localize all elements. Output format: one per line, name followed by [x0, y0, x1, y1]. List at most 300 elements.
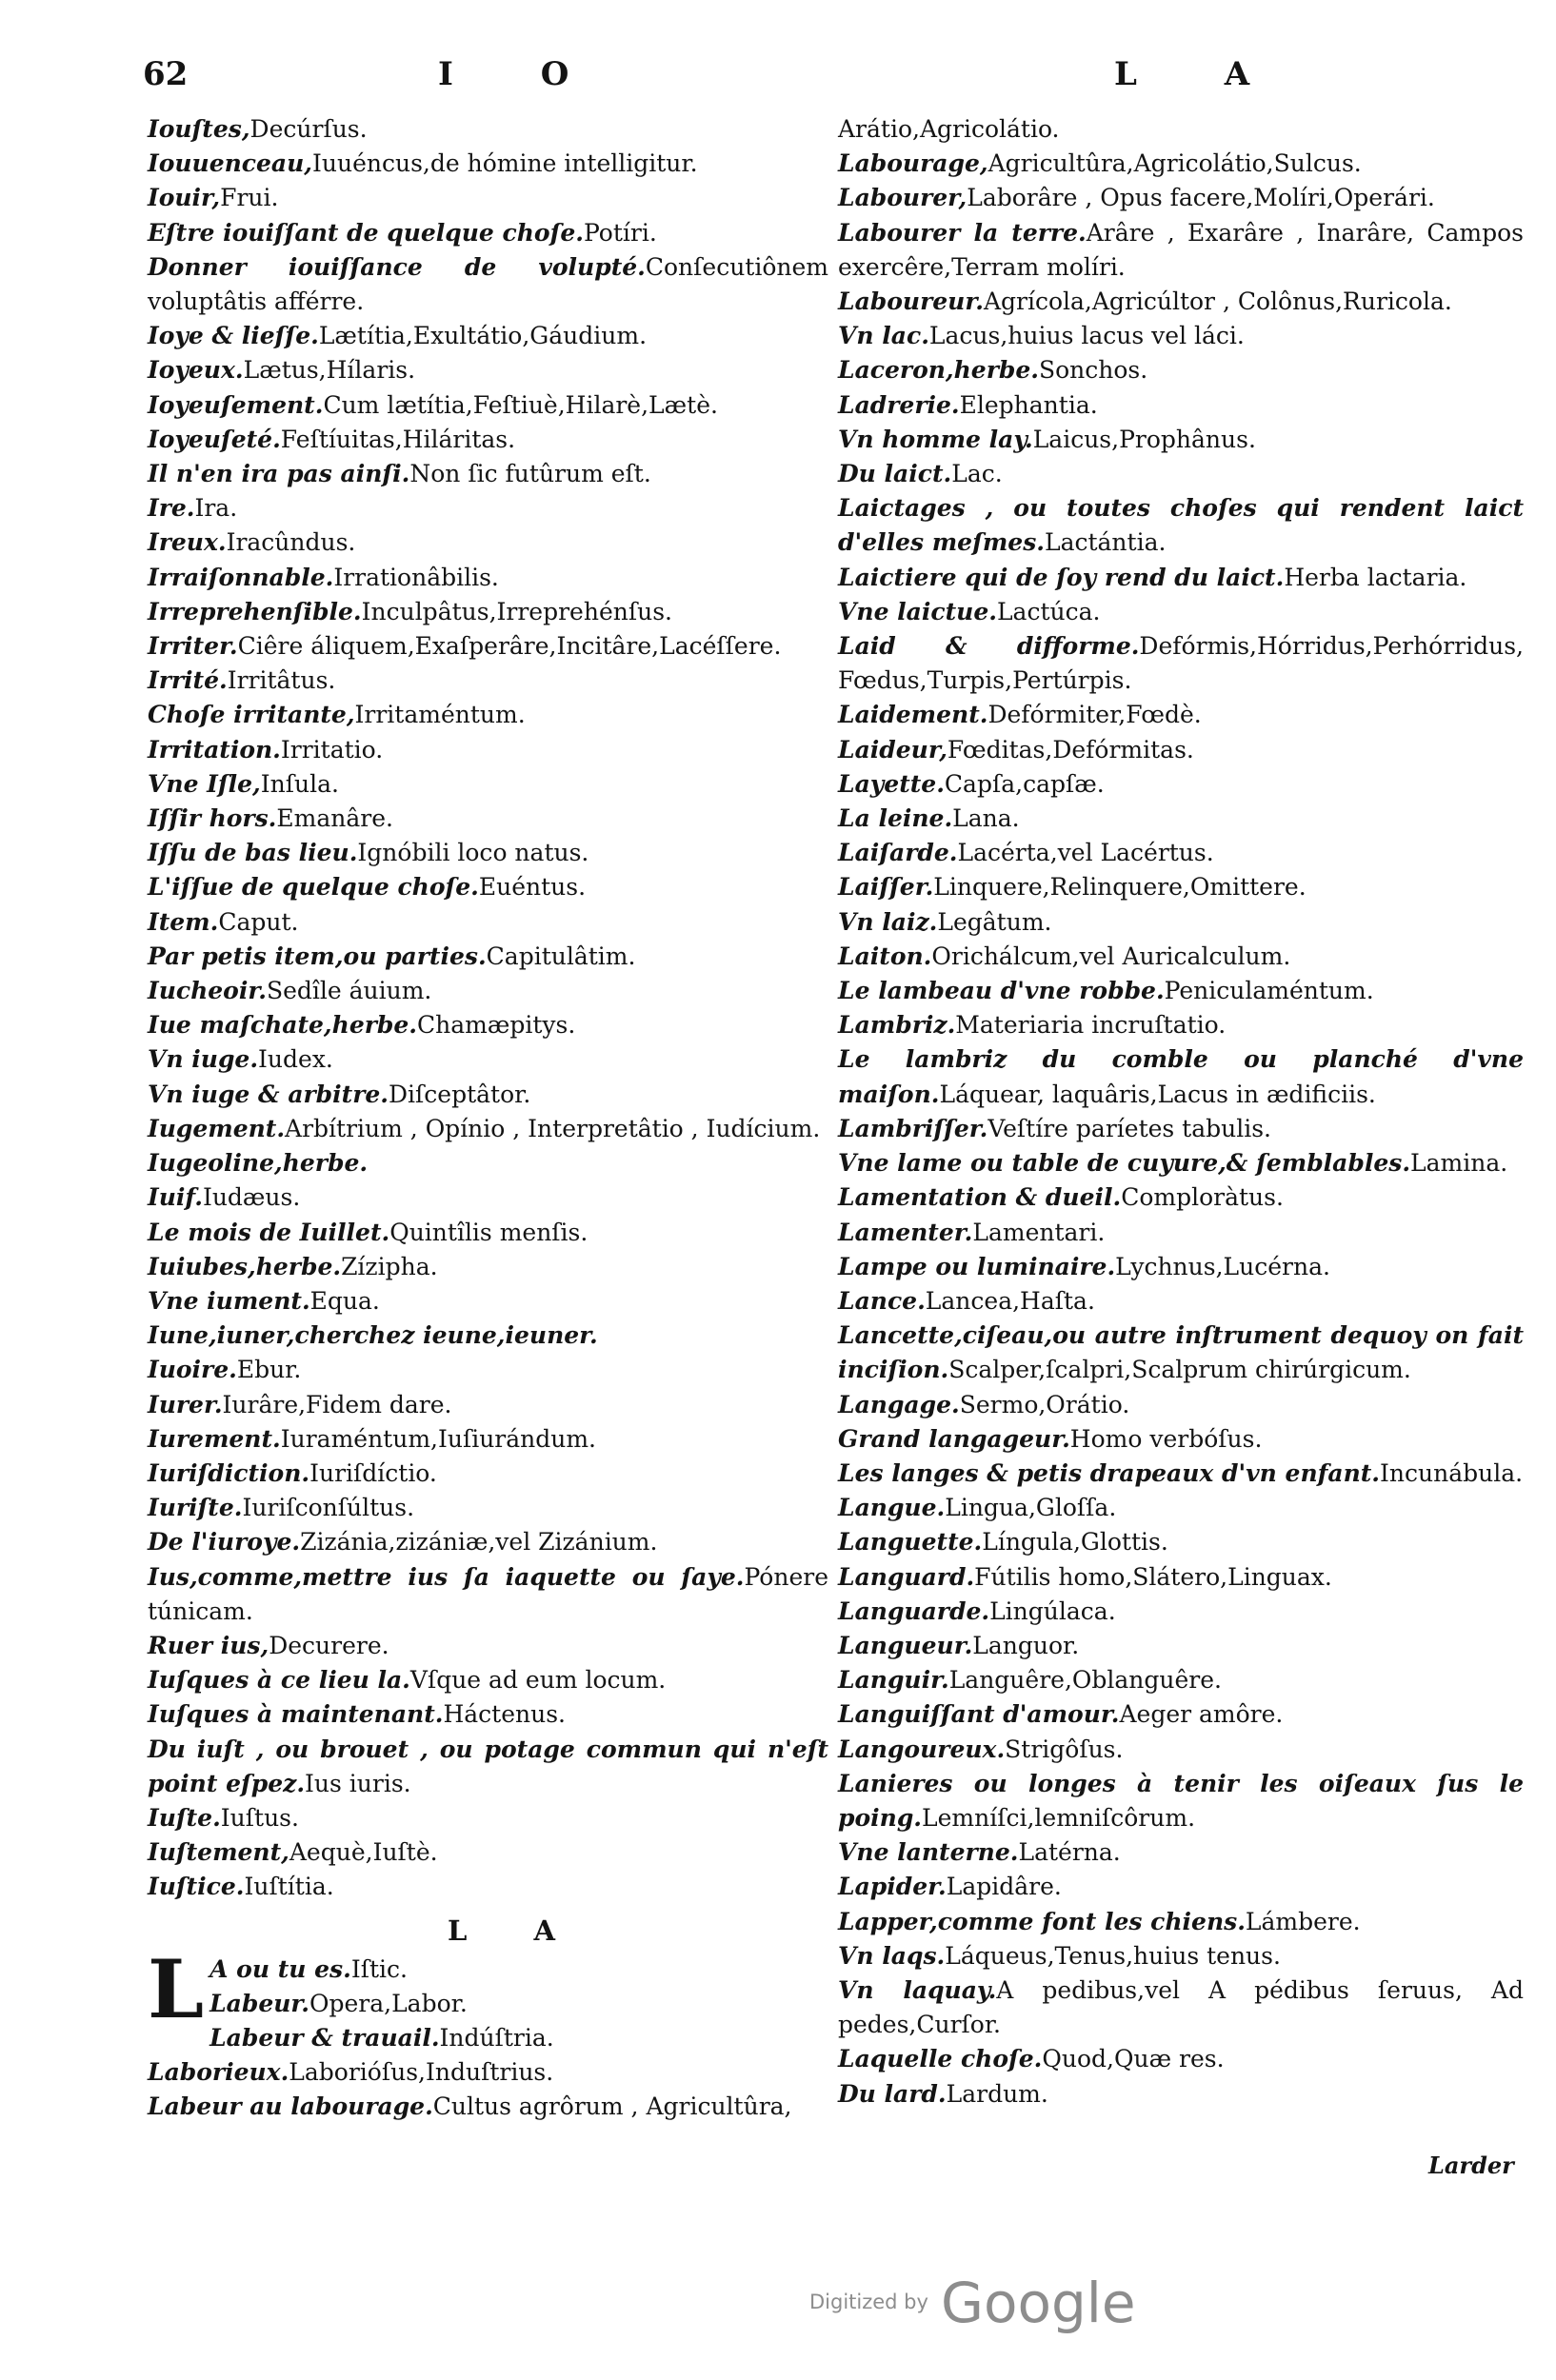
entry-headword: Iucheoir.: [148, 977, 267, 1005]
dictionary-entry: [148, 1697, 828, 1732]
entry-headword: Languir.: [838, 1666, 949, 1695]
dictionary-entry: [148, 216, 828, 250]
entry-translation: Herba lactaria.: [1284, 563, 1467, 591]
entry-headword: Ioyeux.: [148, 356, 244, 385]
entry-translation: Potíri.: [583, 218, 657, 247]
entry-translation: Euéntus.: [478, 873, 587, 902]
dictionary-entry: [148, 112, 828, 147]
entry-translation: Sermo,Orátio.: [959, 1390, 1130, 1418]
dictionary-entry: [148, 733, 828, 767]
entry-translation: Opera,Labor.: [309, 1989, 468, 2017]
entry-headword: De l'iuroye.: [148, 1528, 301, 1557]
entry-translation: Peniculaméntum.: [1164, 977, 1374, 1005]
entry-translation: Ignóbili loco natus.: [357, 839, 589, 867]
entry-headword: Iune,iuner,cherchez ieune,ieuner.: [148, 1321, 598, 1350]
entry-translation: Decurere.: [269, 1631, 389, 1659]
entry-headword: Languarde.: [838, 1597, 990, 1625]
entry-translation: Lactántia.: [1044, 528, 1167, 557]
entry-translation: Cum lætítia,Feſtiuè,Hilarè,Lætè.: [323, 390, 718, 419]
entry-headword: Iouſtes,: [148, 115, 250, 143]
entry-headword: Vn iuge & arbitre.: [148, 1080, 389, 1108]
entry-headword: Lanieres ou longes à tenir les oiſeaux ſus le poing.: [838, 1769, 1524, 1832]
entry-translation: Lætítia,Exultátio,Gáudium.: [318, 322, 648, 350]
dictionary-entry: [148, 940, 828, 974]
entry-headword: A ou tu es.: [209, 1954, 351, 1983]
dictionary-entry: [838, 353, 1524, 387]
entry-headword: Labeur & trauail.: [209, 2023, 440, 2052]
entry-translation: Languor.: [972, 1631, 1080, 1659]
entry-translation: Latérna.: [1018, 1838, 1121, 1867]
entry-translation: Frui.: [220, 184, 279, 212]
dictionary-entry: [838, 905, 1524, 940]
entry-translation: Aequè,Iuſtè.: [289, 1838, 438, 1867]
header-letters-right: L A: [1114, 55, 1288, 93]
entry-headword: Iurement.: [148, 1424, 281, 1453]
dictionary-entry: [838, 767, 1524, 802]
entry-headword: Iouir,: [148, 184, 221, 212]
entry-translation: Lardum.: [946, 2079, 1048, 2108]
entry-translation: Veſtíre paríetes tabulis.: [987, 1114, 1272, 1142]
entry-translation: Elephantia.: [959, 390, 1098, 419]
entry-headword: Iuſtement,: [148, 1838, 289, 1867]
entry-translation: Lacus,huius lacus vel láci.: [928, 322, 1245, 350]
dictionary-entry: [148, 2055, 828, 2090]
dictionary-entry: [838, 1180, 1524, 1215]
entry-translation: Lamina.: [1410, 1149, 1508, 1178]
entry-headword: Choſe irritante,: [148, 701, 355, 729]
entry-headword: Iuſques à maintenant.: [148, 1700, 444, 1729]
entry-headword: Ireux.: [148, 528, 227, 557]
entry-headword: Laiſarde.: [838, 839, 958, 867]
dictionary-entry: [838, 733, 1524, 767]
entry-translation: Iſtic.: [350, 1954, 408, 1983]
entry-translation: Arbítrium , Opínio , Interpretâtio , Iudícium.: [285, 1114, 821, 1142]
entry-headword: Lapper,comme font les chiens.: [838, 1907, 1246, 1935]
entry-translation: Sonchos.: [1038, 356, 1148, 385]
entry-headword: Vne lame ou table de cuyure,& ſemblables.: [838, 1149, 1411, 1178]
watermark-prefix: Digitized by: [809, 2291, 928, 2313]
left-entries: [148, 112, 828, 1905]
dictionary-entry: [838, 1112, 1524, 1146]
entry-translation: Fútilis homo,Slátero,Linguax.: [974, 1562, 1332, 1591]
dictionary-entry: [838, 1835, 1524, 1870]
entry-translation: Ius iuris.: [305, 1769, 411, 1797]
entry-headword: Lance.: [838, 1286, 926, 1315]
entry-translation: Sedîle áuium.: [266, 977, 432, 1005]
entry-translation: Capitulâtim.: [486, 942, 636, 970]
google-logo: Google: [941, 2271, 1136, 2335]
entry-translation: Língula,Glottis.: [982, 1528, 1168, 1557]
entry-translation: Defórmiter,Fœdè.: [987, 701, 1202, 729]
entry-headword: Iugeoline,herbe.: [148, 1149, 369, 1178]
dictionary-entry: [148, 147, 828, 181]
entry-translation: Languêre,Oblanguêre.: [948, 1666, 1222, 1695]
dictionary-entry: [148, 1953, 828, 1987]
entry-headword: Layette.: [838, 769, 945, 798]
entry-headword: Ioye & lieſſe.: [148, 322, 319, 350]
entry-translation: Laicus,Prophânus.: [1032, 425, 1256, 453]
dictionary-entry: [148, 1319, 828, 1353]
entry-headword: Labourage,: [838, 149, 988, 178]
dictionary-entry: [838, 1767, 1524, 1835]
entry-headword: Labeur.: [209, 1989, 309, 2017]
dictionary-entry: [148, 319, 828, 353]
entry-headword: Le lambriz du comble ou planché d'vne maiſon.: [838, 1045, 1524, 1108]
entry-headword: Le mois de Iuillet.: [148, 1218, 390, 1246]
entry-headword: Iuriſdiction.: [148, 1458, 310, 1487]
entry-translation: A pedibus,vel A pédibus ſeruus, Ad pedes,Curſor.: [838, 1975, 1524, 2039]
entry-translation: Lac.: [951, 460, 1003, 488]
entry-translation: Laborióſus,Induſtrius.: [289, 2058, 554, 2087]
entry-translation: Lætus,Hílaris.: [243, 356, 416, 385]
entry-translation: Decúrſus.: [249, 115, 368, 143]
dictionary-entry: [148, 353, 828, 387]
entry-headword: Iuriſte.: [148, 1494, 243, 1522]
entry-translation: Lingua,Gloſſa.: [945, 1494, 1117, 1522]
dictionary-entry: [148, 457, 828, 491]
entry-translation: Strigôſus.: [1005, 1735, 1124, 1763]
entry-translation: Iudæus.: [202, 1183, 301, 1212]
entry-headword: Laborieux.: [148, 2058, 289, 2087]
entry-headword: Iuſques à ce lieu la.: [148, 1666, 410, 1695]
dictionary-entry: [838, 698, 1524, 732]
entry-translation: Ciêre áliquem,Exaſperâre,Incitâre,Lacéſſere.: [237, 632, 782, 661]
entry-translation: Emanâre.: [276, 804, 393, 833]
entry-translation: Quod,Quæ res.: [1042, 2045, 1225, 2073]
dictionary-entry: [838, 1250, 1524, 1284]
dictionary-entry: [148, 1216, 828, 1250]
entry-headword: Labourer la terre.: [838, 218, 1087, 247]
entry-translation: Quintîlis menſis.: [389, 1218, 588, 1246]
entry-translation: Lychnus,Lucérna.: [1115, 1252, 1330, 1280]
entry-translation: Pónere túnicam.: [148, 1562, 828, 1625]
entry-translation: Lapidâre.: [946, 1873, 1062, 1901]
dictionary-entry: [838, 147, 1524, 181]
entry-headword: Vn laiz.: [838, 907, 938, 936]
entry-headword: Ioyeuſement.: [148, 390, 324, 419]
entry-headword: Languard.: [838, 1562, 975, 1591]
entry-translation: Irritaméntum.: [354, 701, 526, 729]
entry-headword: Langage.: [838, 1390, 960, 1418]
entry-headword: La leine.: [838, 804, 953, 833]
dictionary-entry: [148, 1870, 828, 1904]
entry-translation: Irritatio.: [280, 735, 384, 764]
dictionary-entry: [838, 1525, 1524, 1559]
entry-headword: Grand langageur.: [838, 1424, 1070, 1453]
entry-translation: Lancea,Haſta.: [925, 1286, 1095, 1315]
la-block: [148, 1941, 828, 2125]
dictionary-entry: [148, 1422, 828, 1457]
entry-translation: Irritâtus.: [227, 666, 336, 695]
entry-translation: Vſque ad eum locum.: [409, 1666, 667, 1695]
entry-translation: Láqueus,Tenus,huius tenus.: [945, 1941, 1281, 1970]
dictionary-entry: [838, 1697, 1524, 1732]
dictionary-entry: [148, 491, 828, 526]
entry-headword: Item.: [148, 907, 219, 936]
entry-translation: Lemníſci,lemniſcôrum.: [922, 1803, 1196, 1832]
entry-translation: Iuuéncus,de hómine intelligitur.: [312, 149, 698, 178]
dictionary-entry: [838, 216, 1524, 285]
dictionary-entry: [838, 1422, 1524, 1457]
dictionary-entry: [148, 905, 828, 940]
entry-translation: Inculpâtus,Irreprehénſus.: [361, 597, 672, 625]
entry-translation: Linquere,Relinquere,Omittere.: [933, 873, 1307, 902]
dictionary-entry: [148, 595, 828, 629]
entry-headword: Laideur,: [838, 735, 948, 764]
dictionary-entry: [838, 940, 1524, 974]
entry-translation: Equa.: [309, 1286, 380, 1315]
entry-headword: Laboureur.: [838, 288, 984, 316]
entry-headword: Laiton.: [838, 942, 932, 970]
entry-headword: Vn laqs.: [838, 1941, 946, 1970]
entry-headword: Laidement.: [838, 701, 988, 729]
dictionary-entry: [148, 1388, 828, 1422]
dictionary-entry: [148, 1987, 828, 2021]
dictionary-entry: [838, 1042, 1524, 1111]
entry-headword: Ioyeuſeté.: [148, 425, 281, 453]
entry-translation: Cultus agrôrum , Agricultûra,: [432, 2092, 792, 2121]
entry-translation: Iracûndus.: [226, 528, 356, 557]
entry-headword: Lambriz.: [838, 1011, 956, 1040]
dictionary-entry: [838, 1973, 1524, 2042]
dictionary-entry: [148, 1457, 828, 1491]
entry-headword: Iouuenceau,: [148, 149, 313, 178]
entry-headword: Vne lanterne.: [838, 1838, 1019, 1867]
entry-headword: Vn lac.: [838, 322, 929, 350]
dictionary-entry: [148, 2090, 828, 2124]
header-letters-left: I O: [438, 55, 608, 93]
dictionary-entry: [148, 664, 828, 698]
dictionary-entry: [838, 974, 1524, 1008]
dictionary-entry: [838, 1388, 1524, 1422]
left-column: [148, 112, 828, 2125]
entry-headword: Iſſu de bas lieu.: [148, 839, 358, 867]
entry-headword: Laquelle choſe.: [838, 2045, 1043, 2073]
entry-translation: Chamæpitys.: [416, 1011, 576, 1040]
entry-translation: Iuriſconſúltus.: [242, 1494, 415, 1522]
dictionary-entry: [838, 870, 1524, 904]
entry-translation: Laborâre , Opus facere,Molíri,Operári.: [967, 184, 1435, 212]
entry-translation: Indúſtria.: [439, 2023, 554, 2052]
entry-translation: Legâtum.: [937, 907, 1052, 936]
section-heading: L A: [448, 1914, 584, 1947]
entry-headword: Lancette,ciſeau,ou autre inſtrument dequoy on fait inciſion.: [838, 1321, 1524, 1384]
dictionary-entry: [148, 1525, 828, 1559]
entry-translation: Comploràtus.: [1121, 1183, 1284, 1212]
dictionary-entry: [148, 1835, 828, 1870]
dictionary-entry: [148, 836, 828, 870]
entry-translation: Feſtíuitas,Hiláritas.: [280, 425, 516, 453]
dictionary-entry: [838, 388, 1524, 423]
entry-headword: Le lambeau d'vne robbe.: [838, 977, 1165, 1005]
entry-headword: Du lard.: [838, 2079, 947, 2108]
dictionary-entry: [838, 1284, 1524, 1319]
entry-translation: Lamentari.: [972, 1218, 1106, 1246]
dictionary-entry: [838, 1905, 1524, 1939]
entry-headword: Ire.: [148, 494, 195, 523]
entry-translation: Arâre , Exarâre , Inarâre, Campos exercêre,Terram molíri.: [838, 218, 1524, 281]
dictionary-entry: [838, 629, 1524, 698]
dictionary-entry: [838, 1008, 1524, 1042]
entry-translation: Háctenus.: [443, 1700, 566, 1729]
dictionary-entry: [148, 629, 828, 664]
entry-headword: Irriter.: [148, 632, 238, 661]
entry-headword: Ius,comme,mettre ius ſa iaquette ou ſaye.: [148, 1562, 745, 1591]
entry-translation: Conſecutiônem voluptâtis afférre.: [148, 252, 828, 316]
entry-translation: Fœditas,Defórmitas.: [947, 735, 1194, 764]
entry-translation: Zízipha.: [341, 1252, 438, 1280]
entry-translation: Lingúlaca.: [989, 1597, 1116, 1625]
entry-headword: Laid & difforme.: [838, 632, 1140, 661]
entry-translation: Lámbere.: [1245, 1907, 1361, 1935]
entry-translation: Agricultûra,Agricolátio,Sulcus.: [987, 149, 1362, 178]
dictionary-entry: [838, 1319, 1524, 1387]
entry-translation: Capſa,capſæ.: [944, 769, 1105, 798]
entry-translation: Iuraméntum,Iuſiurándum.: [280, 1424, 597, 1453]
entry-headword: Du iuſt , ou brouet , ou potage commun qui n'eſt point eſpez.: [148, 1735, 828, 1797]
dictionary-entry: [838, 181, 1524, 215]
dictionary-entry: [148, 974, 828, 1008]
entry-translation: Iudex.: [258, 1045, 333, 1074]
dictionary-entry: [838, 2077, 1524, 2112]
entry-headword: Iuif.: [148, 1183, 203, 1212]
dictionary-entry: [148, 1112, 828, 1146]
la-entries: [148, 1941, 828, 2125]
dictionary-entry: [838, 457, 1524, 491]
entry-headword: Irritation.: [148, 735, 281, 764]
page-number: 62: [143, 55, 189, 93]
entry-headword: Irreprehenſible.: [148, 597, 362, 625]
entry-headword: Les langes & petis drapeaux d'vn enfant.: [838, 1458, 1381, 1487]
entry-translation: Arátio,Agricolátio.: [838, 115, 1060, 143]
entry-headword: Lamentation & dueil.: [838, 1183, 1122, 1212]
entry-translation: Ira.: [194, 494, 238, 523]
catchword: Larder: [1428, 2152, 1514, 2179]
entry-headword: Vn homme lay.: [838, 425, 1033, 453]
entry-headword: Iuiubes,herbe.: [148, 1252, 342, 1280]
entry-headword: Par petis item,ou parties.: [148, 942, 487, 970]
entry-translation: Homo verbóſus.: [1069, 1424, 1263, 1453]
dictionary-entry: [838, 1491, 1524, 1525]
dictionary-entry: [148, 1146, 828, 1180]
dictionary-entry: [838, 1560, 1524, 1595]
entry-headword: Eſtre iouiſſant de quelque choſe.: [148, 218, 584, 247]
dictionary-entry: [148, 1042, 828, 1077]
dictionary-entry: [148, 181, 828, 215]
running-header: [143, 55, 1524, 103]
dictionary-entry: [148, 250, 828, 319]
entry-headword: Lambriſſer.: [838, 1114, 988, 1142]
entry-headword: Vn iuge.: [148, 1045, 259, 1074]
drop-cap: L: [148, 1941, 205, 2036]
entry-translation: Orichálcum,vel Auricalculum.: [931, 942, 1291, 970]
entry-translation: Scalper,ſcalpri,Scalprum chirúrgicum.: [948, 1356, 1411, 1384]
entry-translation: Materiaria incruſtatio.: [955, 1011, 1227, 1040]
entry-translation: Defórmis,Hórridus,Perhórridus, Fœdus,Turpis,Pertúrpis.: [838, 632, 1524, 695]
entry-headword: Laictiere qui de ſoy rend du laict.: [838, 563, 1285, 591]
dictionary-entry: [148, 1353, 828, 1387]
dictionary-entry: [148, 1733, 828, 1801]
entry-translation: Caput.: [218, 907, 299, 936]
entry-translation: Aeger amôre.: [1119, 1700, 1284, 1729]
dictionary-entry: [838, 112, 1524, 147]
entry-headword: Languiſſant d'amour.: [838, 1700, 1120, 1729]
entry-translation: Incunábula.: [1380, 1458, 1524, 1487]
entry-translation: Iuſtítia.: [244, 1873, 334, 1901]
dictionary-entry: [838, 1629, 1524, 1663]
entry-headword: Irraiſonnable.: [148, 563, 334, 591]
entry-translation: Iuriſdíctio.: [309, 1458, 437, 1487]
dictionary-entry: [148, 802, 828, 836]
entry-headword: Iuſtice.: [148, 1873, 245, 1901]
dictionary-entry: [838, 1216, 1524, 1250]
dictionary-entry: [148, 698, 828, 732]
entry-headword: Vn laquay.: [838, 1975, 997, 2004]
entry-translation: Zizánia,zizániæ,vel Zizánium.: [300, 1528, 658, 1557]
dictionary-entry: [838, 1457, 1524, 1491]
dictionary-entry: [148, 1629, 828, 1663]
dictionary-entry: [148, 1560, 828, 1629]
entry-headword: Iuſte.: [148, 1803, 221, 1832]
entry-headword: Lampe ou luminaire.: [838, 1252, 1116, 1280]
dictionary-entry: [148, 388, 828, 423]
dictionary-entry: [148, 1008, 828, 1042]
dictionary-entry: [838, 319, 1524, 353]
entry-headword: Lamenter.: [838, 1218, 973, 1246]
entry-headword: Ladrerie.: [838, 390, 960, 419]
right-column: [838, 112, 1524, 2112]
entry-translation: Irrationâbilis.: [333, 563, 499, 591]
entry-headword: Iſſir hors.: [148, 804, 277, 833]
entry-translation: Iurâre,Fidem dare.: [222, 1390, 452, 1418]
entry-translation: Diſceptâtor.: [389, 1080, 531, 1108]
dictionary-entry: [838, 561, 1524, 595]
entry-translation: Non ſic futûrum eſt.: [409, 460, 651, 488]
right-entries: [838, 112, 1524, 2112]
dictionary-entry: [148, 1180, 828, 1215]
entry-translation: Láquear, laquâris,Lacus in ædificiis.: [939, 1080, 1376, 1108]
entry-headword: Iuoire.: [148, 1356, 237, 1384]
entry-headword: Irrité.: [148, 666, 228, 695]
dictionary-entry: [838, 1663, 1524, 1697]
entry-headword: Labeur au labourage.: [148, 2092, 433, 2121]
dictionary-entry: [148, 1284, 828, 1319]
digitized-watermark: [809, 2271, 1136, 2335]
entry-headword: Languette.: [838, 1528, 983, 1557]
entry-headword: Vne iument.: [148, 1286, 310, 1315]
entry-translation: Iuſtus.: [220, 1803, 299, 1832]
entry-headword: Labourer,: [838, 184, 968, 212]
entry-translation: Inſula.: [260, 769, 339, 798]
entry-headword: Iugement.: [148, 1114, 286, 1142]
entry-headword: Donner iouiſſance de volupté.: [148, 252, 646, 281]
dictionary-entry: [838, 1595, 1524, 1629]
dictionary-entry: [838, 1733, 1524, 1767]
dictionary-entry: [838, 802, 1524, 836]
entry-headword: Laceron,herbe.: [838, 356, 1039, 385]
entry-headword: Laiſſer.: [838, 873, 934, 902]
entry-headword: Langueur.: [838, 1631, 973, 1659]
dictionary-entry: [148, 561, 828, 595]
dictionary-entry: [148, 423, 828, 457]
entry-headword: Lapider.: [838, 1873, 947, 1901]
dictionary-entry: [838, 2042, 1524, 2076]
entry-headword: Iurer.: [148, 1390, 223, 1418]
entry-translation: Ebur.: [236, 1356, 302, 1384]
dictionary-entry: [148, 1078, 828, 1112]
dictionary-entry: [838, 836, 1524, 870]
dictionary-entry: [148, 767, 828, 802]
